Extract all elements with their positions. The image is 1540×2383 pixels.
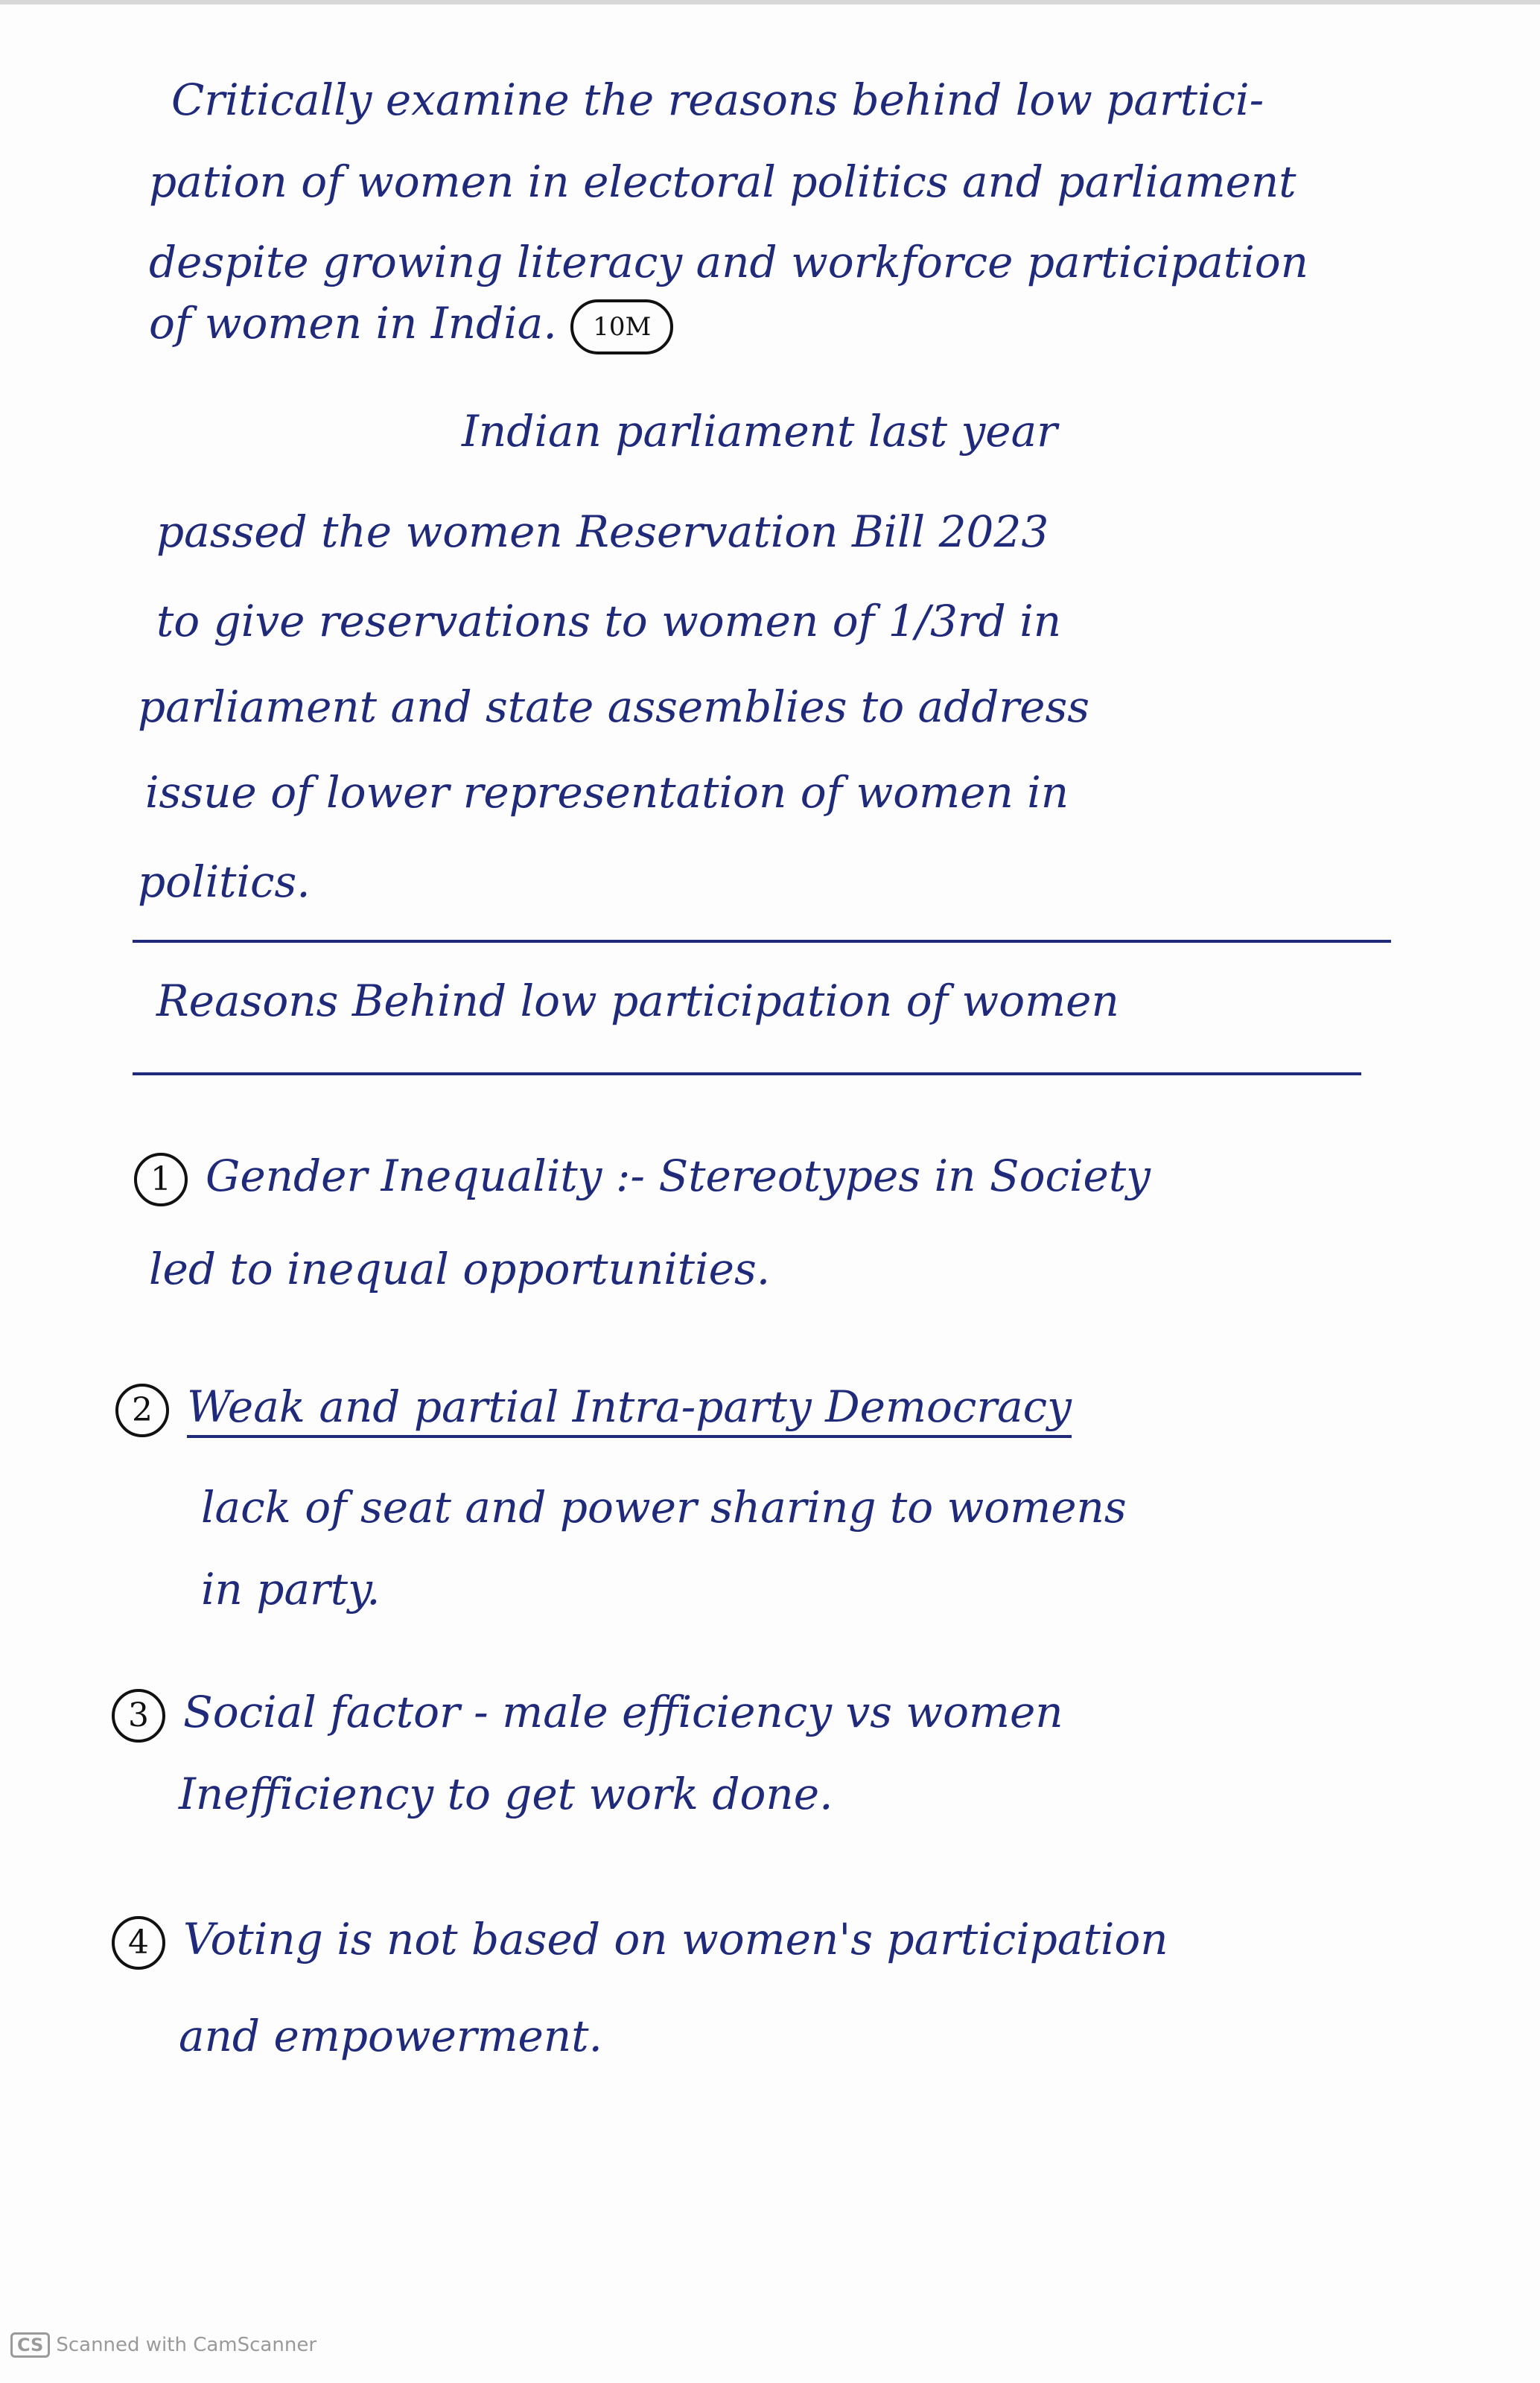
section-heading: Reasons Behind low participation of women	[156, 976, 1119, 1026]
point-2-line-3: in party.	[201, 1564, 381, 1614]
point-3-number: 3	[112, 1689, 165, 1743]
point-2-number: 2	[115, 1384, 169, 1437]
point-3-text: Social factor - male efficiency vs women	[183, 1687, 1063, 1737]
point-1-line-1	[134, 1151, 1151, 1206]
question-line-1: Critically examine the reasons behind low partici-	[171, 74, 1264, 125]
point-2-line-2: lack of seat and power sharing to womens	[201, 1482, 1127, 1533]
intro-line-2: passed the women Reservation Bill 2023	[156, 506, 1049, 557]
question-line-4	[149, 298, 673, 354]
camscanner-footer	[10, 2332, 316, 2358]
question-line-3: despite growing literacy and workforce participation	[149, 237, 1309, 287]
point-2-text: Weak and partial Intra-party Democracy	[187, 1381, 1072, 1438]
heading-rule-top	[133, 940, 1391, 943]
intro-line-6: politics.	[138, 856, 311, 907]
question-line-4-text: of women in India.	[149, 298, 557, 349]
point-4-line-2: and empowerment.	[179, 2011, 602, 2061]
point-4-number: 4	[112, 1916, 165, 1970]
point-4-line-1	[112, 1914, 1168, 1970]
point-4-text: Voting is not based on women's participation	[183, 1914, 1168, 1964]
intro-line-4: parliament and state assemblies to address	[138, 681, 1090, 732]
intro-line-3: to give reservations to women of 1/3rd in	[156, 596, 1062, 646]
intro-line-5: issue of lower representation of women in	[145, 767, 1069, 818]
point-2-line-1	[115, 1381, 1072, 1437]
intro-line-1: Indian parliament last year	[462, 406, 1057, 456]
marks-badge: 10M	[570, 299, 673, 354]
scan-top-edge	[0, 0, 1540, 4]
camscanner-logo: CS	[10, 2332, 50, 2358]
point-3-line-2: Inefficiency to get work done.	[179, 1769, 833, 1819]
camscanner-text: Scanned with CamScanner	[56, 2334, 317, 2356]
point-1-line-2: led to inequal opportunities.	[149, 1244, 771, 1294]
question-line-2: pation of women in electoral politics and parliament	[149, 156, 1296, 207]
point-1-number: 1	[134, 1153, 188, 1206]
point-3-line-1	[112, 1687, 1063, 1743]
point-1-text: Gender Inequality :- Stereotypes in Society	[206, 1151, 1151, 1201]
heading-rule-bottom	[133, 1072, 1361, 1075]
